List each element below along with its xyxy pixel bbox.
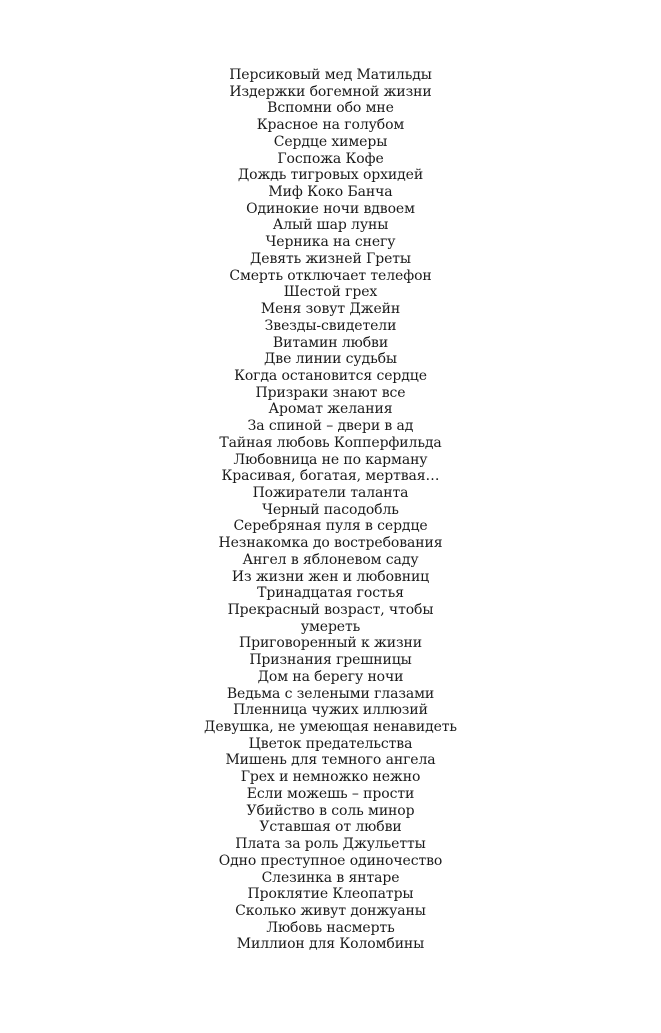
book-title: Тайная любовь Копперфильда xyxy=(219,434,442,451)
book-title: Дом на берегу ночи xyxy=(257,668,404,685)
book-title: Вспомни обо мне xyxy=(267,100,394,117)
book-title: Меня зовут Джейн xyxy=(260,301,401,318)
book-title: Проклятие Клеопатры xyxy=(247,886,414,903)
book-title: Черника на снегу xyxy=(265,234,396,251)
book-title: Убийство в соль минор xyxy=(246,802,415,819)
book-title: Одно преступное одиночество xyxy=(218,852,443,869)
book-title: Миллион для Коломбины xyxy=(236,936,425,953)
book-title: Пленница чужих иллюзий xyxy=(233,702,428,719)
book-title: Две линии судьбы xyxy=(264,351,397,368)
book-title: Плата за роль Джульетты xyxy=(235,836,426,853)
book-title: Прекрасный возраст, чтобы xyxy=(227,602,434,618)
book-title-list xyxy=(0,67,661,953)
book-title: Одинокие ночи вдвоем xyxy=(246,200,415,217)
book-title: Тринадцатая гостья xyxy=(257,585,404,602)
book-title: Цветок предательства xyxy=(248,735,413,752)
book-title: Мишень для темного ангела xyxy=(225,752,436,769)
book-title: Витамин любви xyxy=(272,334,389,351)
book-title: Издержки богемной жизни xyxy=(229,83,432,100)
book-title: Когда остановится сердце xyxy=(234,367,427,384)
book-title: Госпожа Кофе xyxy=(277,150,384,167)
book-title: Миф Коко Банча xyxy=(268,184,393,201)
book-title: Девушка, не умеющая ненавидеть xyxy=(204,719,457,736)
book-title: Черный пасодобль xyxy=(262,501,399,518)
book-title: Персиковый мед Матильды xyxy=(229,67,432,83)
book-title: Сколько живут донжуаны xyxy=(235,902,426,919)
book-title: Красивая, богатая, мертвая… xyxy=(221,468,440,485)
book-title: Если можешь – прости xyxy=(246,785,415,802)
book-title: Ведьма с зелеными глазами xyxy=(226,685,435,702)
book-title: За спиной – двери в ад xyxy=(247,418,414,435)
book-title: Уставшая от любви xyxy=(259,819,402,836)
book-title: Призраки знают все xyxy=(255,384,406,401)
book-title: Слезинка в янтаре xyxy=(261,869,400,886)
book-title: Грех и немножко нежно xyxy=(240,769,421,786)
book-title: Любовница не по карману xyxy=(233,451,428,468)
book-title: Признания грешницы xyxy=(249,652,412,669)
book-title: Ангел в яблоневом саду xyxy=(242,551,419,568)
book-title: Из жизни жен и любовниц xyxy=(231,568,430,585)
book-title: Алый шар луны xyxy=(272,217,389,234)
book-title: умереть xyxy=(300,618,361,635)
book-title: Сердце химеры xyxy=(273,133,388,150)
book-title: Девять жизней Греты xyxy=(250,250,411,267)
book-title: Незнакомка до востребования xyxy=(218,535,443,552)
book-title: Звезды-свидетели xyxy=(264,317,397,334)
book-title: Красное на голубом xyxy=(256,117,405,134)
book-title: Приговоренный к жизни xyxy=(238,635,423,652)
book-title: Любовь насмерть xyxy=(266,919,395,936)
book-title: Пожиратели таланта xyxy=(252,484,409,501)
book-title: Серебряная пуля в сердце xyxy=(233,518,428,535)
book-title: Шестой грех xyxy=(283,284,378,301)
book-title: Смерть отключает телефон xyxy=(229,267,432,284)
book-title: Дождь тигровых орхидей xyxy=(237,167,424,184)
book-title: Аромат желания xyxy=(268,401,393,418)
